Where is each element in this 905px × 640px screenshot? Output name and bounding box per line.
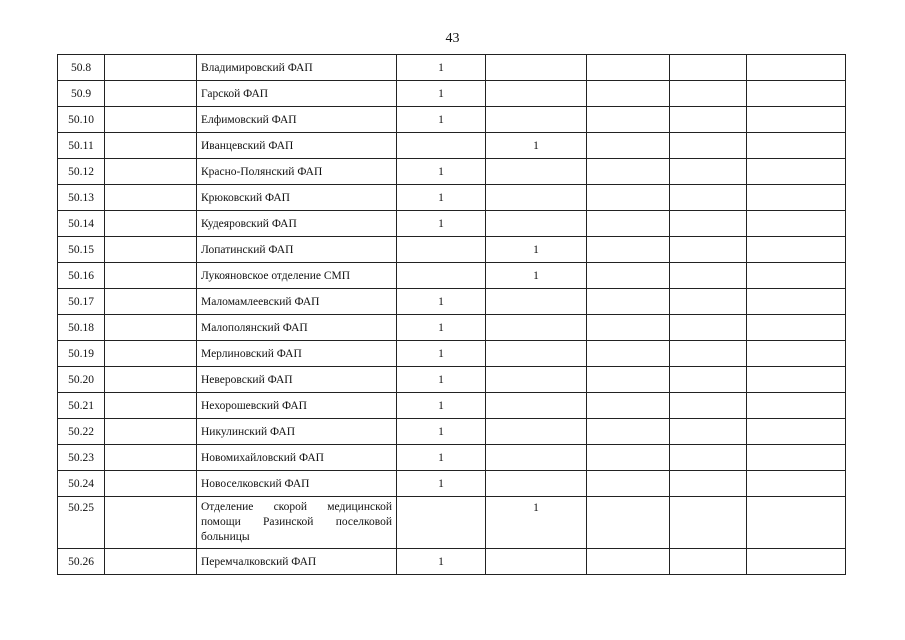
value-cell-2 [486, 471, 587, 497]
empty-cell [670, 159, 747, 185]
value-cell-1: 1 [397, 159, 486, 185]
row-number-cell: 50.22 [58, 419, 105, 445]
row-number-cell: 50.12 [58, 159, 105, 185]
facility-name-cell: Иванцевский ФАП [197, 133, 397, 159]
row-number-cell: 50.20 [58, 367, 105, 393]
facility-name-cell: Лопатинский ФАП [197, 237, 397, 263]
empty-cell [587, 419, 670, 445]
empty-cell [747, 107, 846, 133]
empty-cell [105, 289, 197, 315]
row-number-cell: 50.23 [58, 445, 105, 471]
empty-cell [587, 315, 670, 341]
empty-cell [105, 419, 197, 445]
row-number-cell: 50.16 [58, 263, 105, 289]
empty-cell [670, 211, 747, 237]
empty-cell [747, 315, 846, 341]
value-cell-2 [486, 81, 587, 107]
facility-name-cell: Красно-Полянский ФАП [197, 159, 397, 185]
row-number-cell: 50.14 [58, 211, 105, 237]
empty-cell [105, 549, 197, 575]
value-cell-1: 1 [397, 55, 486, 81]
table-body [58, 55, 846, 575]
facility-name-cell: Лукояновское отделение СМП [197, 263, 397, 289]
value-cell-1: 1 [397, 289, 486, 315]
facility-name-cell: Гарской ФАП [197, 81, 397, 107]
empty-cell [747, 263, 846, 289]
empty-cell [747, 549, 846, 575]
value-cell-1: 1 [397, 185, 486, 211]
empty-cell [587, 81, 670, 107]
empty-cell [670, 289, 747, 315]
empty-cell [670, 341, 747, 367]
empty-cell [747, 419, 846, 445]
empty-cell [587, 107, 670, 133]
empty-cell [670, 445, 747, 471]
empty-cell [105, 367, 197, 393]
empty-cell [747, 159, 846, 185]
empty-cell [670, 55, 747, 81]
empty-cell [105, 159, 197, 185]
value-cell-2 [486, 55, 587, 81]
empty-cell [587, 549, 670, 575]
facility-name-cell: Новоселковский ФАП [197, 471, 397, 497]
empty-cell [587, 211, 670, 237]
empty-cell [587, 185, 670, 211]
empty-cell [670, 237, 747, 263]
value-cell-2 [486, 341, 587, 367]
empty-cell [747, 81, 846, 107]
row-number-cell: 50.19 [58, 341, 105, 367]
facility-name-cell: Крюковский ФАП [197, 185, 397, 211]
empty-cell [747, 133, 846, 159]
empty-cell [587, 133, 670, 159]
empty-cell [747, 471, 846, 497]
table-row [58, 237, 846, 263]
row-number-cell: 50.10 [58, 107, 105, 133]
empty-cell [587, 367, 670, 393]
empty-cell [670, 81, 747, 107]
empty-cell [105, 185, 197, 211]
empty-cell [670, 419, 747, 445]
empty-cell [747, 341, 846, 367]
row-number-cell: 50.9 [58, 81, 105, 107]
empty-cell [670, 393, 747, 419]
table-row [58, 497, 846, 549]
empty-cell [747, 185, 846, 211]
table-row [58, 185, 846, 211]
value-cell-1: 1 [397, 315, 486, 341]
empty-cell [670, 185, 747, 211]
value-cell-2: 1 [486, 263, 587, 289]
empty-cell [587, 471, 670, 497]
empty-cell [587, 55, 670, 81]
value-cell-2 [486, 185, 587, 211]
row-number-cell: 50.24 [58, 471, 105, 497]
facilities-table [57, 54, 846, 575]
value-cell-1: 1 [397, 81, 486, 107]
empty-cell [105, 471, 197, 497]
value-cell-2: 1 [486, 133, 587, 159]
row-number-cell: 50.21 [58, 393, 105, 419]
empty-cell [587, 263, 670, 289]
empty-cell [587, 159, 670, 185]
empty-cell [105, 315, 197, 341]
facility-name-cell: Елфимовский ФАП [197, 107, 397, 133]
empty-cell [105, 445, 197, 471]
empty-cell [670, 497, 747, 549]
empty-cell [747, 55, 846, 81]
facility-name-cell: Кудеяровский ФАП [197, 211, 397, 237]
empty-cell [105, 55, 197, 81]
empty-cell [670, 315, 747, 341]
value-cell-1 [397, 237, 486, 263]
table-row [58, 315, 846, 341]
empty-cell [670, 471, 747, 497]
facility-name-cell: Нехорошевский ФАП [197, 393, 397, 419]
empty-cell [670, 133, 747, 159]
empty-cell [105, 263, 197, 289]
table-row [58, 211, 846, 237]
table-row [58, 107, 846, 133]
empty-cell [587, 341, 670, 367]
table-row [58, 471, 846, 497]
value-cell-2 [486, 445, 587, 471]
value-cell-1: 1 [397, 211, 486, 237]
row-number-cell: 50.26 [58, 549, 105, 575]
table-row [58, 393, 846, 419]
empty-cell [105, 237, 197, 263]
empty-cell [747, 497, 846, 549]
value-cell-2 [486, 393, 587, 419]
empty-cell [747, 367, 846, 393]
row-number-cell: 50.17 [58, 289, 105, 315]
table-row [58, 367, 846, 393]
value-cell-1 [397, 133, 486, 159]
table-row [58, 341, 846, 367]
page-number: 43 [445, 31, 460, 46]
facility-name-cell: Неверовский ФАП [197, 367, 397, 393]
value-cell-1: 1 [397, 107, 486, 133]
row-number-cell: 50.18 [58, 315, 105, 341]
facility-name-cell: Малополянский ФАП [197, 315, 397, 341]
value-cell-1 [397, 263, 486, 289]
empty-cell [747, 445, 846, 471]
facility-name-cell: Отделение скорой медицинской помощи Разинской поселковой больницы [197, 497, 397, 549]
value-cell-2 [486, 549, 587, 575]
empty-cell [747, 211, 846, 237]
table-row [58, 159, 846, 185]
value-cell-2 [486, 419, 587, 445]
empty-cell [587, 445, 670, 471]
empty-cell [105, 497, 197, 549]
row-number-cell: 50.25 [58, 497, 105, 549]
value-cell-2 [486, 107, 587, 133]
value-cell-1: 1 [397, 393, 486, 419]
value-cell-2 [486, 159, 587, 185]
empty-cell [105, 81, 197, 107]
value-cell-1: 1 [397, 549, 486, 575]
value-cell-2 [486, 315, 587, 341]
facility-name-cell: Владимировский ФАП [197, 55, 397, 81]
table-row [58, 549, 846, 575]
table-row [58, 263, 846, 289]
empty-cell [670, 549, 747, 575]
empty-cell [747, 289, 846, 315]
value-cell-1 [397, 497, 486, 549]
row-number-cell: 50.11 [58, 133, 105, 159]
row-number-cell: 50.8 [58, 55, 105, 81]
value-cell-2: 1 [486, 497, 587, 549]
value-cell-2 [486, 367, 587, 393]
empty-cell [670, 263, 747, 289]
empty-cell [587, 237, 670, 263]
facility-name-cell: Новомихайловский ФАП [197, 445, 397, 471]
empty-cell [670, 367, 747, 393]
table-row [58, 289, 846, 315]
value-cell-2 [486, 289, 587, 315]
empty-cell [747, 237, 846, 263]
empty-cell [105, 133, 197, 159]
table-row [58, 81, 846, 107]
empty-cell [105, 393, 197, 419]
value-cell-2: 1 [486, 237, 587, 263]
table-row [58, 55, 846, 81]
value-cell-1: 1 [397, 341, 486, 367]
value-cell-1: 1 [397, 471, 486, 497]
facility-name-cell: Никулинский ФАП [197, 419, 397, 445]
empty-cell [587, 497, 670, 549]
row-number-cell: 50.13 [58, 185, 105, 211]
value-cell-1: 1 [397, 419, 486, 445]
value-cell-2 [486, 211, 587, 237]
empty-cell [105, 211, 197, 237]
table-row [58, 445, 846, 471]
row-number-cell: 50.15 [58, 237, 105, 263]
empty-cell [105, 107, 197, 133]
value-cell-1: 1 [397, 367, 486, 393]
value-cell-1: 1 [397, 445, 486, 471]
facility-name-cell: Мерлиновский ФАП [197, 341, 397, 367]
facility-name-cell: Перемчалковский ФАП [197, 549, 397, 575]
table-row [58, 133, 846, 159]
table-row [58, 419, 846, 445]
empty-cell [105, 341, 197, 367]
empty-cell [587, 393, 670, 419]
empty-cell [670, 107, 747, 133]
empty-cell [747, 393, 846, 419]
empty-cell [587, 289, 670, 315]
facility-name-cell: Маломамлеевский ФАП [197, 289, 397, 315]
